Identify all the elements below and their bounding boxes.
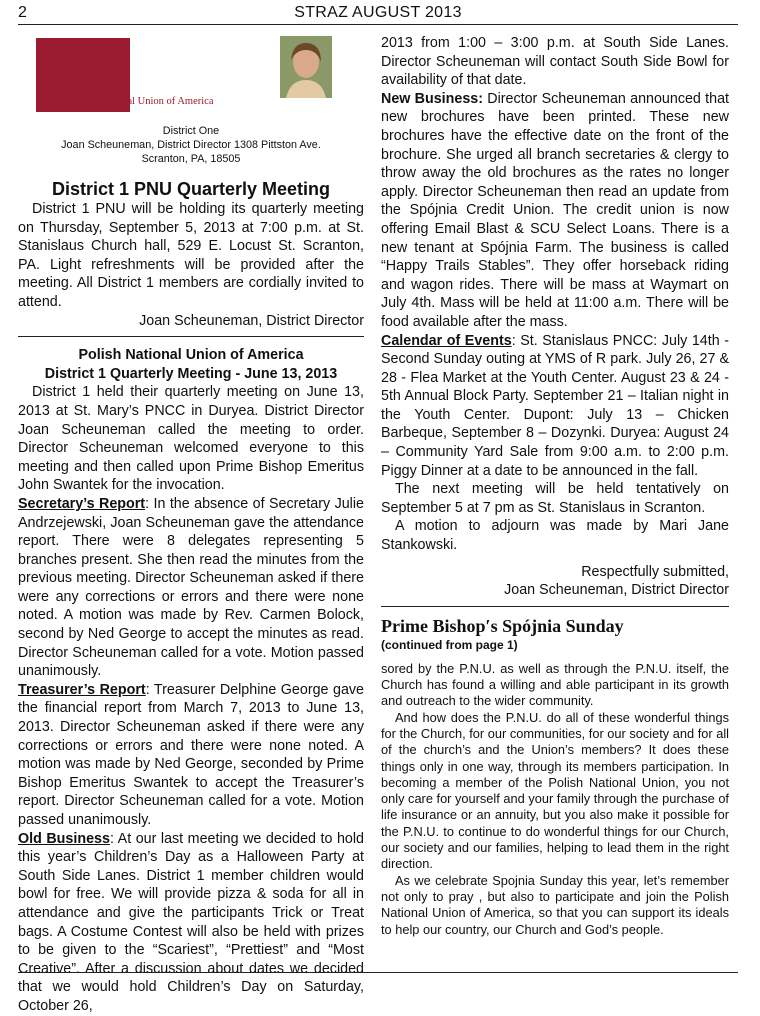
article-headline: Prime Bishop′s Spójnia Sunday [381,615,624,636]
next-meeting: The next meeting will be held tentatively on September 5 at 7 pm as St. Stanislaus in Scranton. [381,481,729,516]
notice-body: District 1 PNU will be holding its quarterly meeting on Thursday, September 5, 2013 at 7:00 p.m. at St. Stanislaus Church hall, 529 E. Locust St. Scranton, PA. Light refreshments will be provided after the meeting. All District 1 members are cordially invited to attend. [18,201,364,310]
article-paragraph: And how does the P.N.U. do all of these wonderful things for the Church, for our communities, for our society and for all of the church’s and the Union’s members? It does these things only in one way, through its members participation. In becoming a member of the Polish National Union, you not only care for yourself and your family through the purchase of life insurance or an annuity, but you also make it possible for the P.N.U. to continue to do wonderful things for our Church, our society and our families, helping to lead them in the right direction. [381,709,729,872]
old-business-label: Old Business [18,830,110,847]
right-column [381,34,729,938]
district-name: District One [162,125,220,137]
minutes-meeting-title: District 1 Quarterly Meeting - June 13, 2013 [44,365,338,382]
old-business [18,830,364,1016]
page-number: 2 [18,4,27,21]
publication-title: STRAZ AUGUST 2013 [294,4,462,21]
calendar-of-events [381,332,729,481]
new-business-text: Director Scheuneman announced that new brochures have been printed. These new brochures have the effective date on the front of the brochure. She urged all branch secretaries & clergy to throw away the old brochures as the rates no longer apply. Director Scheuneman then read an update from the Spójnia Credit Union. The credit union is now offering Email Blast & SCU Select Loans. There is a new tenant at Spójnia Farm. The business is called “Happy Trails Stables”. They offer horseback riding and wagon rides. There will be mass at Waymart on July 4th. Mass will be held at 11:00 a.m. There will be food available after the mass. [381,90,729,330]
treasurer-report-label: Treasurer’s Report [18,681,146,698]
adjourn-motion: A motion to adjourn was made by Mari Jane Stankowski. [381,518,729,554]
new-business-label: New Business: [381,90,483,107]
article-paragraph: sored by the P.N.U. as well as through the P.N.U. itself, the Church has found a willing and able participant in its growth and outreach to the wider community. [381,660,729,709]
minutes-org-title: Polish National Union of America [78,347,304,364]
city-state-zip: Scranton, PA, 18505 [141,153,241,165]
section-divider [381,606,729,607]
director-photo [280,36,332,98]
treasurer-report [18,681,364,830]
notice-signature: Joan Scheuneman, District Director [139,312,364,329]
notice-headline: District 1 PNU Quarterly Meeting [51,179,331,199]
page-header [18,4,738,25]
section-divider [18,336,364,337]
district-address [18,124,364,166]
secretary-report-label: Secretary’s Report [18,495,146,512]
footer-rule [18,972,738,973]
closing-line: Respectfully submitted, [581,563,729,580]
pnu-logo-mark: PNU [72,64,130,97]
director-address: Joan Scheuneman, District Director 1308 Pittston Ave. [61,139,321,151]
calendar-text: : St. Stanislaus PNCC: July 14th - Second Sunday outing at YMS of R park. July 26, 27 & 28 - Flea Market at the Youth Center. August 23 & 24 - 5th Annual Block Party. September 21 – Italian night in the Youth Center. Dupont: July 13 – Chicken Barbeque, September 8 – Dozynki. Duryea: August 24 – Community Yard Sale from 9:00 a.m. to 2:00 p.m. Piggy Dinner at a date to be announced in the fall. [381,332,729,479]
old-business-continued: 2013 from 1:00 – 3:00 p.m. at South Side Lanes. Director Scheuneman will contact South Side Bowl for availability of that date. [381,35,729,89]
minutes-intro: District 1 held their quarterly meeting on June 13, 2013 at St. Mary’s PNCC in Duryea. District Director Joan Scheuneman called the meeting to order. Director Scheuneman welcomed everyone to this meeting and then called upon Prime Bishop Emeritus John Swantek for the invocation. [18,384,364,494]
treasurer-report-text: : Treasurer Delphine George gave the financial report from March 7, 2013 to June 13, 2013. Director Scheuneman asked if there were any corrections or errors and there were none noted. A motion was made by Ned George, seconded by Prime Bishop Emeritus Swantek to accept the Treasurer’s report. Director Scheuneman called for a vote. Motion passed unanimously. [18,681,365,828]
old-business-text: : At our last meeting we decided to hold this year’s Children’s Day as a Halloween Party at South Side Lanes. District 1 member children would bowl for free. We will provide pizza & soda for all in attendance and give the participants Trick or Treat bags. A Costume Contest will also be held with prizes to be given to the “Scariest”, “Prettiest” and “Most Creative”. After a discussion about dates we decided that we would hold Children’s Day on Saturday, October 26, [18,830,364,1014]
left-column [18,34,364,1016]
continued-note: (continued from page 1) [381,637,518,652]
secretary-report [18,495,364,681]
calendar-label: Calendar of Events [381,332,512,349]
new-business [381,90,729,332]
masthead-logo-area [18,34,364,129]
minutes-signature: Joan Scheuneman, District Director [504,582,729,599]
article-paragraph: As we celebrate Spojnia Sunday this year, let’s remember not only to pray , but also to participate and join the Polish National Union of America, so that you can support its ideals to help our country, our Church and God’s people. [381,872,729,937]
secretary-report-text: : In the absence of Secretary Julie Andrzejewski, Joan Scheuneman gave the attendance report. There were 8 delegates representing 5 branches present. She then read the minutes from the previous meeting. Director Scheuneman asked if there were any corrections or errors and there were none noted. A motion was made by Rev. Carmen Bolock, second by Ned George to accept the minutes as read. Director Scheuneman called for a vote. Motion passed unanimously. [18,495,364,680]
pnu-logo-subtitle: Polish National Union of America [70,96,214,107]
